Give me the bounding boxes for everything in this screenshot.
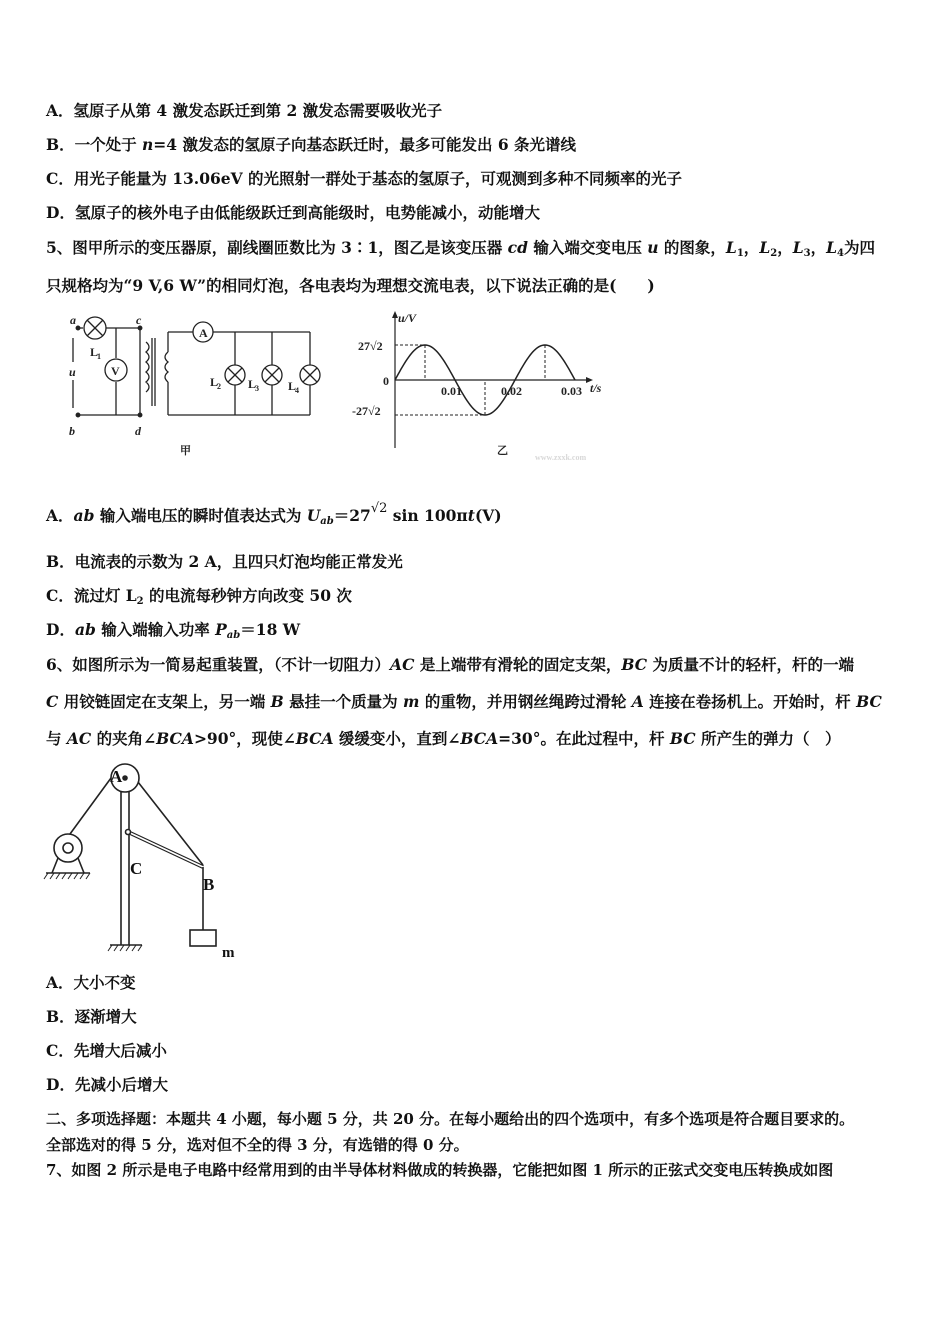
primary-coil	[146, 342, 149, 392]
chart-ytick-top: 27√2	[358, 339, 383, 353]
chart-ytick-zero: 0	[383, 374, 389, 388]
terminal-a	[76, 326, 80, 330]
terminal-d	[138, 413, 142, 417]
q6-l3-pre: 与	[46, 729, 67, 748]
label-L2: L	[210, 375, 219, 389]
q5-l1-L3: L	[792, 238, 804, 257]
chart-ytick-bot: -27√2	[352, 404, 381, 418]
q5-stem-line2: 只规格均为“9 V,6 W”的相同灯泡，各电表均为理想交流电表，以下说法正确的是( )	[46, 276, 655, 295]
terminal-b	[76, 413, 80, 417]
q6-l3-BCA3: BCA	[460, 729, 499, 748]
chart-xtick-0.02: 0.02	[501, 384, 522, 398]
winch-leg	[52, 858, 58, 873]
chart-ylabel: u/V	[398, 311, 417, 325]
q6-option-c: C．先增大后减小	[46, 1041, 167, 1060]
label-L3-sub: 3	[255, 384, 259, 393]
q5a-end: (V)	[474, 506, 502, 525]
watermark: www.zxxk.com	[535, 453, 587, 462]
label-a: a	[70, 313, 76, 327]
q5a-sqrt: √2	[370, 501, 388, 516]
label-b: b	[69, 424, 75, 438]
q6-l2-m: m	[403, 692, 420, 711]
q5c-post: 的电流每秒钟方向改变 50 次	[143, 586, 352, 605]
q6-l1-end: 为质量不计的轻杆，杆的一端	[647, 655, 854, 674]
winch-icon	[54, 834, 82, 862]
rope-to-winch	[70, 778, 111, 834]
q6-option-d: D．先减小后增大	[46, 1075, 168, 1094]
label-L2-sub: 2	[217, 382, 221, 391]
q4-option-b	[46, 135, 576, 155]
q6-l1-AC: AC	[390, 655, 415, 674]
q6-l3-AC: AC	[66, 729, 92, 748]
label-V: V	[111, 364, 120, 378]
q5d-end: ＝18 W	[240, 620, 301, 639]
q6-stem-line2	[46, 692, 882, 712]
q5-l1-sub2: 2	[770, 248, 778, 259]
q5-l1-sub4: 4	[837, 248, 844, 259]
q5-option-a	[46, 501, 502, 532]
q6-l3-mid2: >90°，现使∠	[193, 729, 296, 748]
q6-l2-mid3: 的重物，并用钢丝绳跨过滑轮	[419, 692, 632, 711]
q6-l2-A: A	[631, 692, 644, 711]
label-d: d	[135, 424, 141, 438]
q6-l3-mid3: 缓缓变小，直到∠	[333, 729, 461, 748]
q6-crane-figure	[40, 760, 250, 960]
q5a-U: U	[306, 506, 321, 525]
caption-yi: 乙	[497, 445, 508, 457]
winch-hub	[63, 843, 73, 853]
q6-l1-BC: BC	[621, 655, 648, 674]
q5-stem-line1	[46, 238, 875, 264]
q4-b-var: n	[142, 135, 154, 154]
label-u: u	[69, 365, 76, 379]
label-L1: L	[90, 345, 99, 359]
q5-l1-cd: cd	[507, 238, 528, 257]
q5-l1-end: 为四	[843, 238, 875, 257]
q6-l3-mid1: 的夹角∠	[91, 729, 157, 748]
label-A: A	[110, 767, 123, 786]
q5-l1-u: u	[647, 238, 659, 257]
q6-l2-mid1: 用铰链固定在支架上，另一端	[58, 692, 271, 711]
label-L3: L	[248, 377, 257, 391]
q5a-mid: 输入端电压的瞬时值表达式为	[94, 506, 307, 525]
q6-l2-mid4: 连接在卷扬机上。开始时，杆	[643, 692, 857, 711]
caption-jia: 甲	[180, 445, 191, 457]
q6-option-a: A．大小不变	[46, 973, 136, 992]
q5c-pre: C．流过灯 L	[46, 586, 137, 605]
support-ground-hatch	[108, 945, 142, 951]
q5-option-d	[46, 620, 300, 646]
chart-xtick-0.01: 0.01	[441, 384, 462, 398]
chart-xlabel: t/s	[590, 381, 602, 395]
mass-block	[190, 930, 216, 946]
label-L4-sub: 4	[295, 386, 299, 395]
q6-l1-mid: 是上端带有滑轮的固定支架，	[414, 655, 622, 674]
section2-line2: 全部选对的得 5 分，选对但不全的得 3 分，有选错的得 0 分。	[46, 1136, 469, 1154]
pulley-hub	[123, 776, 127, 780]
q5-l1-L2: L	[759, 238, 771, 257]
q5-l1-comma3: ，	[810, 238, 827, 257]
label-L4: L	[288, 379, 297, 393]
q6-l2-BC: BC	[856, 692, 882, 711]
q5d-mid: 输入端输入功率	[95, 620, 216, 639]
q5-option-c	[46, 586, 352, 612]
q5d-ab: ab	[74, 620, 96, 639]
q5d-pre: D．	[46, 620, 75, 639]
q5-l1-sub3: 3	[803, 248, 811, 259]
hinge-C	[126, 830, 131, 835]
q4-option-a: A．氢原子从第 4 激发态跃迁到第 2 激发态需要吸收光子	[46, 101, 443, 120]
q7-stem-line1: 7、如图 2 所示是电子电路中经常用到的由半导体材料做成的转换器，它能把如图 1 所示的正弦式交变电压转换成如图	[46, 1161, 834, 1179]
q5-circuit-figure	[60, 310, 330, 460]
section2-line1: 二、多项选择题：本题共 4 小题，每小题 5 分，共 20 分。在每小题给出的四个选项中，有多个选项是符合题目要求的。	[46, 1110, 855, 1128]
q5-l1-mid2: 的图象，	[658, 238, 726, 257]
q6-stem-line3	[46, 729, 841, 749]
q5a-pre: A．	[46, 506, 74, 525]
q5-l1-comma1: ，	[743, 238, 760, 257]
label-L1-sub: 1	[97, 352, 101, 361]
q5a-ab: ab	[73, 506, 95, 525]
q6-l2-mid2: 悬挂一个质量为	[283, 692, 404, 711]
q6-l2-C: C	[46, 692, 59, 711]
winch-leg	[78, 858, 84, 873]
label-m: m	[222, 945, 235, 960]
q5a-sub: ab	[320, 516, 334, 527]
label-c: c	[136, 313, 142, 327]
q5-l1-mid: 输入端交变电压	[527, 238, 648, 257]
winch-ground-hatch	[44, 873, 90, 879]
label-C: C	[130, 859, 143, 878]
q4-b-post: =4 激发态的氢原子向基态跃迁时，最多可能发出 6 条光谱线	[153, 135, 577, 154]
q4-b-pre: B．一个处于	[46, 135, 142, 154]
q6-l3-BC: BC	[669, 729, 696, 748]
q6-l3-end: 所产生的弹力（ ）	[695, 729, 841, 748]
q5-voltage-chart	[345, 308, 620, 463]
q6-l3-BCA1: BCA	[156, 729, 194, 748]
label-B: B	[203, 875, 215, 894]
q4-option-c: C．用光子能量为 13.06eV 的光照射一群处于基态的氢原子，可观测到多种不同频率的光子	[46, 169, 683, 188]
q5c-sub: 2	[136, 596, 144, 607]
q5-l1-pre: 5、图甲所示的变压器原，副线圈匝数比为 3∶1，图乙是该变压器	[46, 238, 508, 257]
q5d-P: P	[215, 620, 227, 639]
q5a-sin: sin 100π	[387, 506, 468, 525]
q6-l2-B: B	[270, 692, 284, 711]
q5-option-b: B．电流表的示数为 2 A，且四只灯泡均能正常发光	[46, 552, 403, 571]
q5d-sub: ab	[226, 630, 241, 641]
q6-l1-pre: 6、如图所示为一简易起重装置，（不计一切阻力）	[46, 655, 391, 674]
q6-stem-line1	[46, 655, 854, 675]
q5-l1-comma2: ，	[777, 238, 793, 257]
secondary-coil	[165, 352, 168, 382]
q5-l1-L1: L	[725, 238, 737, 257]
chart-xtick-0.03: 0.03	[561, 384, 582, 398]
q5a-eq: ＝27	[333, 506, 371, 525]
q6-l3-BCA2: BCA	[295, 729, 334, 748]
q5-l1-L4: L	[826, 238, 837, 257]
q6-l3-mid4: =30°。在此过程中，杆	[498, 729, 670, 748]
q5a-t: t	[467, 506, 475, 525]
q6-option-b: B．逐渐增大	[46, 1007, 137, 1026]
label-A-meter: A	[199, 326, 208, 340]
q4-option-d: D．氢原子的核外电子由低能级跃迁到高能级时，电势能减小，动能增大	[46, 203, 540, 222]
q5-l1-sub1: 1	[736, 248, 744, 259]
